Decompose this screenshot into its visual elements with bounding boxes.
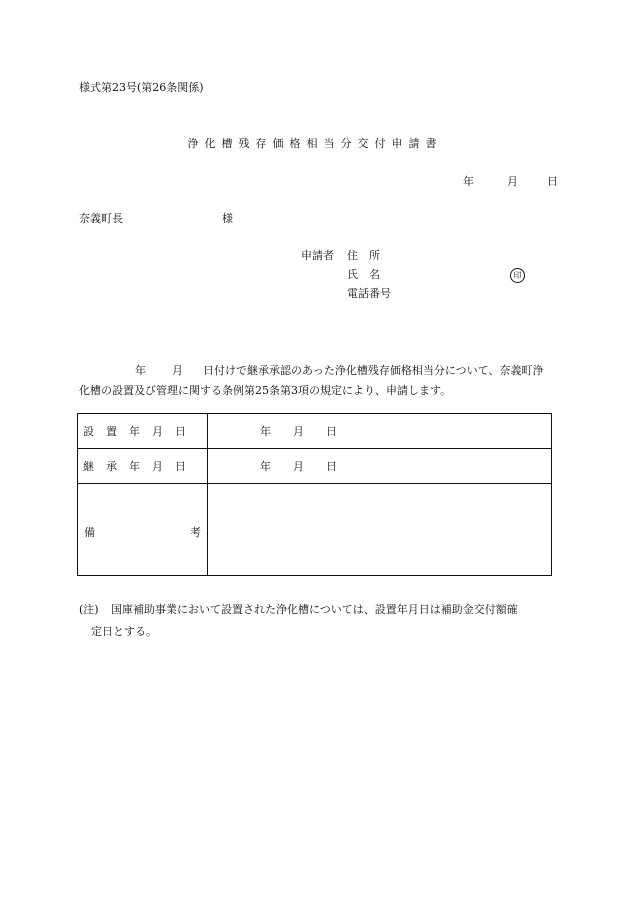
applicant-label: 申請者 [301, 249, 334, 262]
addressee-name: 奈義町長 [79, 212, 123, 225]
remarks-label-left: 備 [84, 526, 95, 539]
remarks-value[interactable] [208, 484, 552, 576]
body-month: 月 [172, 364, 183, 377]
document-title: 浄化槽残存価格相当分交付申請書 [187, 137, 443, 150]
body-paragraph [79, 361, 549, 401]
remarks-label [78, 484, 207, 575]
succession-date-label: 継承年月日 [83, 460, 198, 473]
table-row [78, 449, 552, 484]
date-year: 年 [463, 175, 474, 188]
installation-date-label: 設置年月日 [83, 425, 198, 438]
body-year: 年 [135, 364, 146, 377]
footnote-line1: 国庫補助事業において設置された浄化槽については、設置年月日は補助金交付額確 [111, 603, 518, 616]
seal-mark: 印 [510, 268, 525, 283]
applicant-phone-label: 電話番号 [347, 287, 391, 300]
body-text: 日付けで継承承認のあった浄化槽残存価格相当分について、奈義町浄化槽の設置及び管理に関する条例第25条第3項の規定により、申請します。 [79, 364, 544, 397]
addressee [79, 212, 233, 226]
remarks-label-right: 考 [190, 526, 201, 539]
addressee-honorific: 様 [222, 212, 233, 225]
succession-date-value: 年 月 日 [260, 460, 337, 473]
footnote [79, 599, 559, 643]
footnote-mark: (注) [79, 603, 99, 616]
table-row [78, 414, 552, 449]
installation-date-value: 年 月 日 [260, 425, 337, 438]
form-number: 様式第23号(第26条関係) [79, 81, 204, 94]
table-row [78, 484, 552, 576]
date-month: 月 [507, 175, 518, 188]
date-line [463, 175, 558, 189]
info-table [77, 413, 552, 576]
footnote-line2: 定日とする。 [91, 625, 157, 638]
applicant-name-label: 氏 名 [347, 268, 380, 281]
applicant-address-label: 住 所 [347, 249, 380, 262]
date-day: 日 [547, 175, 558, 188]
applicant-block [301, 249, 501, 309]
